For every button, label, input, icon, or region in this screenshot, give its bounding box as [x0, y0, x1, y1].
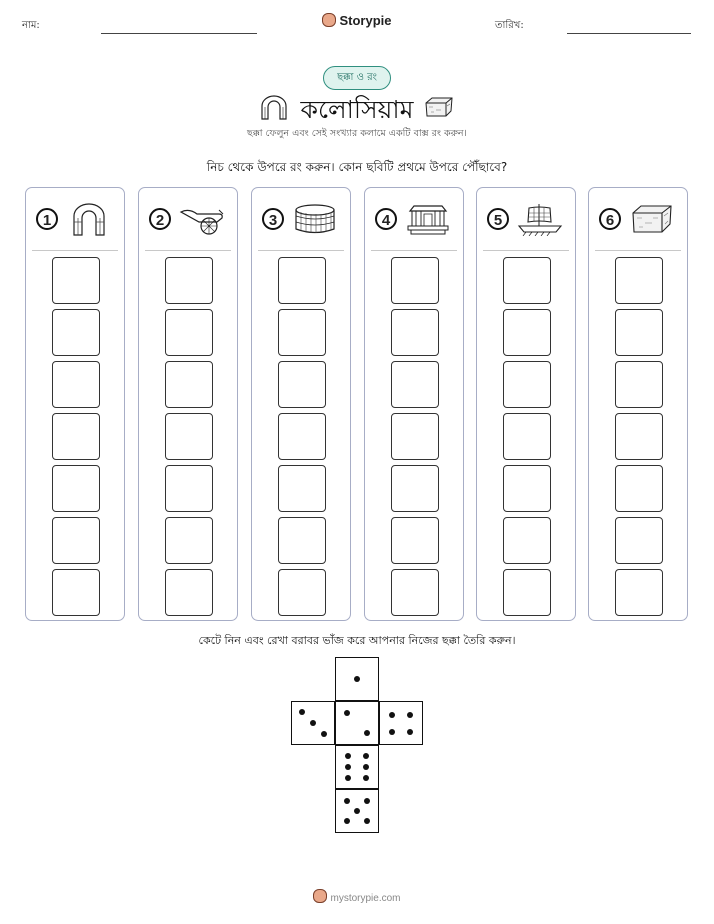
column-number: 4 — [375, 208, 397, 230]
footer-url[interactable]: mystorypie.com — [330, 893, 401, 904]
dice-pip — [364, 798, 370, 804]
stone-block-icon — [629, 202, 675, 236]
color-box[interactable] — [391, 569, 439, 616]
subtitle: ছক্কা ফেলুন এবং সেই সংখ্যার কলামে একটি বাক্স রং করুন। — [247, 128, 467, 139]
storypie-mascot-icon — [322, 13, 336, 27]
dice-face-2 — [335, 701, 379, 745]
color-box[interactable] — [615, 517, 663, 564]
dice-pip — [345, 753, 351, 759]
color-box[interactable] — [503, 569, 551, 616]
dice-pip — [345, 775, 351, 781]
color-box[interactable] — [278, 361, 326, 408]
color-box[interactable] — [503, 413, 551, 460]
date-label: তারিখ: — [495, 20, 524, 31]
color-box[interactable] — [278, 257, 326, 304]
color-box[interactable] — [165, 569, 213, 616]
color-box[interactable] — [52, 569, 100, 616]
dice-pip — [407, 729, 413, 735]
column-number: 2 — [149, 208, 171, 230]
dice-pip — [407, 712, 413, 718]
color-box[interactable] — [391, 361, 439, 408]
color-box[interactable] — [165, 413, 213, 460]
brand-logo — [0, 13, 714, 28]
column-number: 3 — [262, 208, 284, 230]
column-divider — [258, 250, 344, 251]
color-box[interactable] — [391, 517, 439, 564]
color-box[interactable] — [615, 309, 663, 356]
color-box[interactable] — [503, 517, 551, 564]
column-1 — [25, 187, 125, 621]
dice-pip — [310, 720, 316, 726]
brand-name: Storypie — [339, 13, 392, 28]
name-field[interactable] — [101, 33, 257, 34]
column-5 — [476, 187, 576, 621]
colosseum-icon — [292, 202, 338, 236]
color-box[interactable] — [278, 517, 326, 564]
dice-face-3 — [291, 701, 335, 745]
color-box[interactable] — [52, 517, 100, 564]
color-box[interactable] — [278, 569, 326, 616]
dice-pip — [344, 710, 350, 716]
color-box[interactable] — [278, 465, 326, 512]
dice-pip — [364, 730, 370, 736]
column-divider — [483, 250, 569, 251]
instruction: নিচ থেকে উপরে রং করুন। কোন ছবিটি প্রথমে উপরে পৌঁছাবে? — [206, 160, 508, 174]
color-box[interactable] — [52, 413, 100, 460]
column-number: 6 — [599, 208, 621, 230]
dice-pip — [363, 775, 369, 781]
column-divider — [32, 250, 118, 251]
color-box[interactable] — [278, 413, 326, 460]
color-box[interactable] — [165, 517, 213, 564]
column-divider — [145, 250, 231, 251]
temple-icon — [405, 202, 451, 236]
dice-pip — [363, 753, 369, 759]
cut-instruction: কেটে নিন এবং রেখা বরাবর ভাঁজ করে আপনার নিজের ছক্কা তৈরি করুন। — [198, 634, 516, 647]
dice-pip — [299, 709, 305, 715]
arch-icon — [66, 202, 112, 236]
color-box[interactable] — [391, 257, 439, 304]
dice-pip — [344, 798, 350, 804]
page-title: কলোসিয়াম — [300, 95, 414, 124]
date-field[interactable] — [567, 33, 691, 34]
stone-block-icon — [424, 96, 454, 118]
dice-face-6 — [335, 745, 379, 789]
dice-pip — [364, 818, 370, 824]
color-box[interactable] — [52, 309, 100, 356]
color-box[interactable] — [391, 465, 439, 512]
color-box[interactable] — [52, 361, 100, 408]
color-box[interactable] — [615, 569, 663, 616]
chariot-icon — [179, 202, 225, 236]
dice-pip — [344, 818, 350, 824]
dice-face-5 — [335, 789, 379, 833]
column-2 — [138, 187, 238, 621]
dice-pip — [354, 676, 360, 682]
color-box[interactable] — [52, 465, 100, 512]
color-box[interactable] — [503, 465, 551, 512]
column-divider — [371, 250, 457, 251]
column-6 — [588, 187, 688, 621]
column-divider — [595, 250, 681, 251]
color-box[interactable] — [615, 413, 663, 460]
dice-face-1 — [335, 657, 379, 701]
activity-badge: ছক্কা ও রং — [323, 66, 391, 90]
column-number: 1 — [36, 208, 58, 230]
dice-pip — [321, 731, 327, 737]
color-box[interactable] — [165, 361, 213, 408]
color-box[interactable] — [615, 465, 663, 512]
color-box[interactable] — [165, 309, 213, 356]
color-box[interactable] — [503, 309, 551, 356]
dice-pip — [389, 729, 395, 735]
color-box[interactable] — [391, 413, 439, 460]
dice-face-4 — [379, 701, 423, 745]
storypie-mascot-icon — [313, 889, 327, 903]
color-box[interactable] — [503, 361, 551, 408]
color-box[interactable] — [615, 257, 663, 304]
color-box[interactable] — [503, 257, 551, 304]
dice-pip — [345, 764, 351, 770]
color-box[interactable] — [52, 257, 100, 304]
color-box[interactable] — [165, 465, 213, 512]
column-4 — [364, 187, 464, 621]
name-label: নাম: — [22, 20, 40, 31]
dice-pip — [363, 764, 369, 770]
dice-pip — [389, 712, 395, 718]
footer — [0, 889, 714, 904]
color-box[interactable] — [615, 361, 663, 408]
column-3 — [251, 187, 351, 621]
ship-icon — [517, 202, 563, 236]
color-box[interactable] — [165, 257, 213, 304]
column-number: 5 — [487, 208, 509, 230]
color-box[interactable] — [278, 309, 326, 356]
dice-pip — [354, 808, 360, 814]
color-box[interactable] — [391, 309, 439, 356]
